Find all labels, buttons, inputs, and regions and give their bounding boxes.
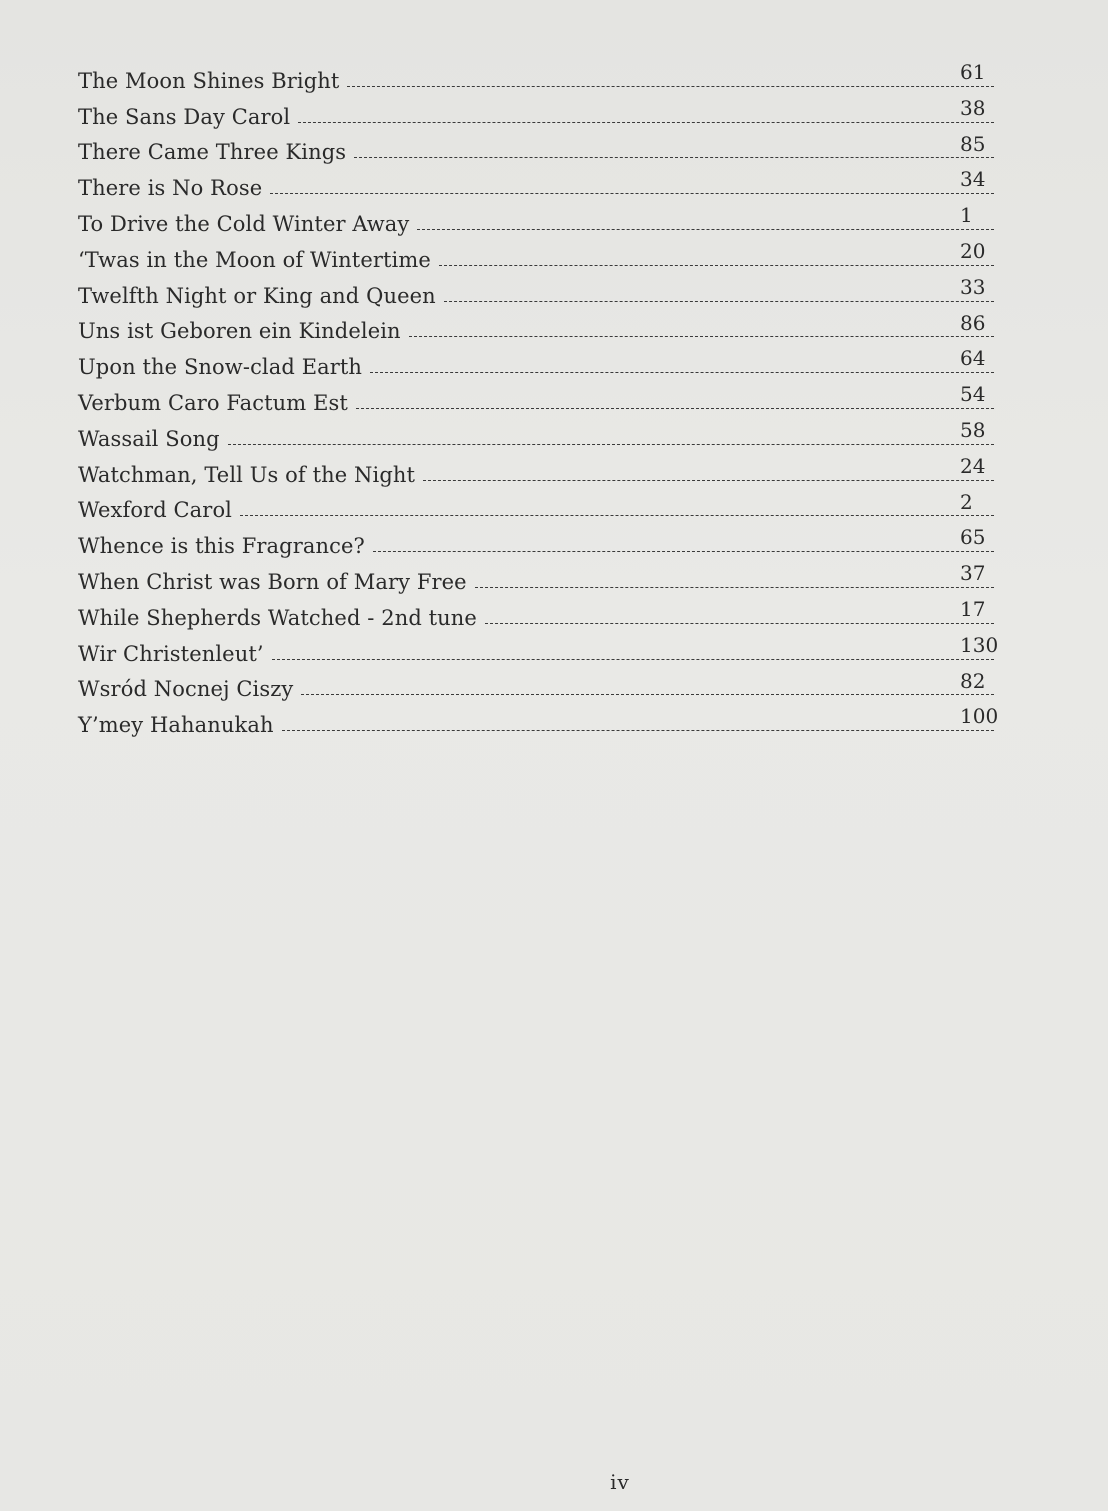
toc-entry — [78, 416, 1008, 452]
toc-entry — [78, 452, 1008, 488]
toc-entry — [78, 201, 1008, 237]
toc-entry-page: 33 — [960, 274, 986, 299]
toc-entry-page: 2 — [960, 489, 973, 514]
dot-leader — [240, 515, 994, 516]
toc-entry-page: 100 — [960, 704, 999, 729]
toc-entry-title: There is No Rose — [78, 176, 263, 201]
toc-entry-page: 1 — [960, 203, 973, 228]
dot-leader — [409, 336, 994, 337]
toc-entry-title: Uns ist Geboren ein Kindelein — [78, 319, 401, 344]
toc-entry — [78, 702, 1008, 738]
toc-entry-title: Wassail Song — [78, 426, 220, 451]
dot-leader — [439, 265, 994, 266]
toc-entry-page: 82 — [960, 668, 986, 693]
toc-entry — [78, 488, 1008, 524]
toc-entry — [78, 344, 1008, 380]
dot-leader — [270, 193, 994, 194]
toc-entry-page: 130 — [960, 632, 999, 657]
dot-leader — [373, 551, 994, 552]
toc-entry — [78, 58, 1008, 94]
toc-entry — [78, 309, 1008, 345]
dot-leader — [417, 229, 994, 230]
toc-entry-title: Watchman, Tell Us of the Night — [78, 462, 416, 487]
toc-entry-page: 20 — [960, 238, 986, 263]
toc-entry-page: 54 — [960, 382, 986, 407]
dot-leader — [370, 372, 994, 373]
toc-entry — [78, 631, 1008, 667]
toc-entry — [78, 237, 1008, 273]
dot-leader — [485, 623, 994, 624]
toc-entry-page: 24 — [960, 453, 986, 478]
dot-leader — [272, 659, 994, 660]
dot-leader — [228, 444, 994, 445]
toc-entry-title: Upon the Snow-clad Earth — [78, 355, 363, 380]
toc-entry-title: ‘Twas in the Moon of Wintertime — [78, 247, 431, 272]
toc-entry-page: 34 — [960, 167, 986, 192]
toc-entry-title: While Shepherds Watched - 2nd tune — [78, 605, 477, 630]
dot-leader — [444, 301, 994, 302]
toc-entry-page: 61 — [960, 60, 986, 84]
dot-leader — [347, 86, 994, 87]
toc-entry — [78, 94, 1008, 130]
toc-entry-title: There Came Three Kings — [78, 140, 347, 165]
toc-entry-title: Y’mey Hahanukah — [78, 713, 274, 738]
toc-entry-page: 86 — [960, 310, 986, 335]
toc-entry-title: When Christ was Born of Mary Free — [78, 569, 467, 594]
toc-entry — [78, 523, 1008, 559]
toc-entry-title: Verbum Caro Factum Est — [78, 390, 348, 415]
toc-entry-page: 38 — [960, 95, 986, 120]
toc-entry-title: Twelfth Night or King and Queen — [78, 283, 436, 308]
dot-leader — [423, 480, 994, 481]
dot-leader — [475, 587, 994, 588]
dot-leader — [356, 408, 994, 409]
toc-entry-page: 64 — [960, 346, 986, 371]
toc-entry-title: To Drive the Cold Winter Away — [78, 211, 410, 236]
toc-entry — [78, 380, 1008, 416]
page-number: iv — [610, 1470, 630, 1494]
toc-entry-page: 37 — [960, 561, 986, 586]
dot-leader — [354, 157, 994, 158]
toc-entry — [78, 273, 1008, 309]
toc-entry-page: 17 — [960, 596, 986, 621]
toc-entry-title: The Sans Day Carol — [78, 104, 291, 129]
toc-entry-title: Wir Christenleut’ — [78, 641, 264, 666]
table-of-contents — [78, 58, 1008, 738]
toc-entry-title: Whence is this Fragrance? — [78, 534, 365, 559]
toc-entry — [78, 165, 1008, 201]
toc-entry — [78, 130, 1008, 166]
toc-entry-title: Wexford Carol — [78, 498, 233, 523]
dot-leader — [298, 122, 994, 123]
toc-entry-title: Wsród Nocnej Ciszy — [78, 677, 294, 702]
toc-entry-page: 58 — [960, 417, 986, 442]
dot-leader — [301, 694, 994, 695]
toc-entry-page: 65 — [960, 525, 986, 550]
toc-entry-title: The Moon Shines Bright — [78, 68, 340, 93]
toc-entry — [78, 667, 1008, 703]
toc-entry — [78, 595, 1008, 631]
toc-entry — [78, 559, 1008, 595]
dot-leader — [282, 730, 994, 731]
toc-entry-page: 85 — [960, 131, 986, 156]
